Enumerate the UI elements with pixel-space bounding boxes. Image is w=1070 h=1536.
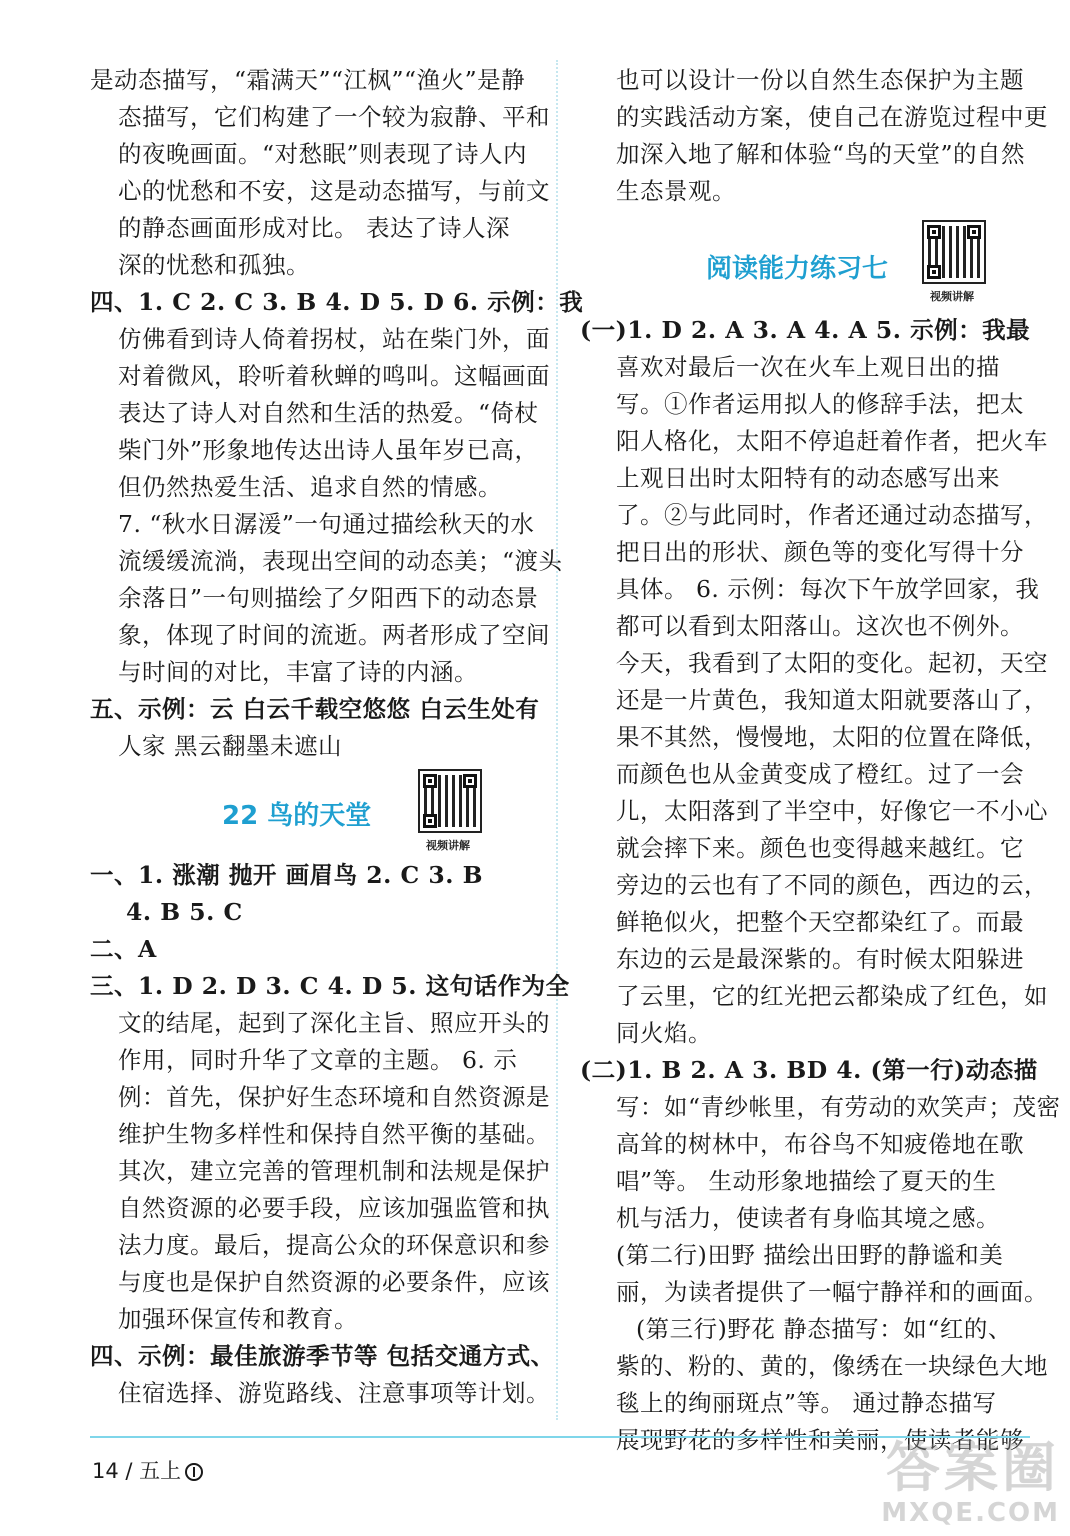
text-line: 展现野花的多样性和美丽，使读者能够 [616, 1426, 1024, 1454]
text-line: 也可以设计一份以自然生态保护为主题 [616, 66, 1024, 94]
edition-icon [185, 1463, 203, 1481]
text-line: 生态景观。 [616, 177, 736, 205]
answer-block-section-4 [90, 284, 584, 506]
text-line: 加强环保宣传和教育。 [118, 1305, 358, 1333]
text-line: 了。②与此同时，作者还通过动态描写， [616, 501, 1048, 529]
text-line: 加深入地了解和体验“鸟的天堂”的自然 [616, 140, 1026, 168]
lesson-title: 22 鸟的天堂 [222, 801, 372, 831]
page-number [92, 1455, 203, 1485]
text-line: 流缓缓流淌，表现出空间的动态美；“渡头 [118, 547, 563, 575]
text-line: 唱”等。 生动形象地描绘了夏天的生 [616, 1167, 997, 1195]
text-line: 维护生物多样性和保持自然平衡的基础。 [118, 1120, 550, 1148]
practice-title: 阅读能力练习七 [706, 254, 889, 284]
text-line: 对着微风，聆听着秋蝉的鸣叫。这幅画面 [118, 362, 550, 390]
text-line: 一、1. 涨潮 抛开 画眉鸟 2. C 3. B [90, 861, 483, 889]
answer-block-prev-poem [90, 62, 550, 284]
answer-block-continued [580, 62, 1048, 210]
text-line: 写：如“青纱帐里，有劳动的欢笑声；茂密 [616, 1093, 1061, 1121]
answer-block-part-1 [580, 312, 1048, 1052]
text-line: 四、1. C 2. C 3. B 4. D 5. D 6. 示例：我 [90, 288, 584, 316]
text-line: 把日出的形状、颜色等的变化写得十分 [616, 538, 1024, 566]
text-line: 7. “秋水日潺湲”一句通过描绘秋天的水 [118, 510, 535, 538]
text-line: 果不其然，慢慢地，太阳的位置在降低， [616, 723, 1048, 751]
text-line: 旁边的云也有了不同的颜色，西边的云， [616, 871, 1048, 899]
text-line: 的夜晚画面。“对愁眠”则表现了诗人内 [118, 140, 528, 168]
left-column [90, 62, 584, 1412]
text-line: 阳人格化，太阳不停追赶着作者，把火车 [616, 427, 1048, 455]
answer-block-second-row [580, 1237, 1048, 1311]
qr-code-icon[interactable] [922, 220, 986, 284]
text-line: 4. B 5. C [126, 898, 243, 926]
text-line: 态描写，它们构建了一个较为寂静、平和 [118, 103, 550, 131]
right-column [580, 62, 1061, 1459]
text-line: 与时间的对比，丰富了诗的内涵。 [118, 658, 478, 686]
text-line: 写。①作者运用拟人的修辞手法，把太 [616, 390, 1024, 418]
text-line: 上观日出时太阳特有的动态感写出来 [616, 464, 1000, 492]
text-line: 紫的、粉的、黄的，像绣在一块绿色大地 [616, 1352, 1048, 1380]
text-line: 二、A [90, 935, 157, 963]
text-line: (第三行)野花 静态描写：如“红的、 [636, 1315, 1012, 1343]
text-line: 同火焰。 [616, 1019, 712, 1047]
text-line: 高耸的树林中，布谷鸟不知疲倦地在歌 [616, 1130, 1024, 1158]
qr-video-label: 视频讲解 [930, 290, 974, 303]
text-line: 柴门外”形象地传达出诗人虽年岁已高， [118, 436, 539, 464]
answer-block-question-7 [90, 506, 563, 691]
text-line: 住宿选择、游览路线、注意事项等计划。 [118, 1379, 550, 1407]
text-line: 丽，为读者提供了一幅宁静祥和的画面。 [616, 1278, 1048, 1306]
text-line: 自然资源的必要手段，应该加强监管和执 [118, 1194, 550, 1222]
text-line: 例：首先，保护好生态环境和自然资源是 [118, 1083, 550, 1111]
text-line: 都可以看到太阳落山。这次也不例外。 [616, 612, 1024, 640]
watermark-title: 答案圈 [886, 1436, 1060, 1499]
text-line: 作用，同时升华了文章的主题。 6. 示 [118, 1046, 518, 1074]
text-line: 机与活力，使读者有身临其境之感。 [616, 1204, 1000, 1232]
text-line: 儿，太阳落到了半空中，好像它一不小心 [616, 797, 1048, 825]
text-line: 毯上的绚丽斑点”等。 通过静态描写 [616, 1389, 997, 1417]
text-line: 而颜色也从金黄变成了橙红。过了一会 [616, 760, 1024, 788]
text-line: 今天，我看到了太阳的变化。起初，天空 [616, 649, 1048, 677]
text-line: 的实践活动方案，使自己在游览过程中更 [616, 103, 1048, 131]
watermark-url: MXQE.COM [881, 1498, 1060, 1528]
text-line: 五、示例：云 白云千载空悠悠 白云生处有 [90, 695, 540, 723]
text-line: 表达了诗人对自然和生活的热爱。“倚杖 [118, 399, 539, 427]
text-line: 文的结尾，起到了深化主旨、照应开头的 [118, 1009, 550, 1037]
text-line: 其次，建立完善的管理机制和法规是保护 [118, 1157, 550, 1185]
text-line: 心的忧愁和不安，这是动态描写，与前文 [118, 177, 550, 205]
qr-video-label: 视频讲解 [426, 839, 470, 852]
text-line: 法力度。最后，提高公众的环保意识和参 [118, 1231, 550, 1259]
reading-practice-heading [580, 210, 1030, 312]
text-line: 鲜艳似火，把整个天空都染红了。而最 [616, 908, 1024, 936]
text-line: 三、1. D 2. D 3. C 4. D 5. 这句话作为全 [90, 972, 570, 1000]
text-line: (一)1. D 2. A 3. A 4. A 5. 示例：我最 [580, 316, 1031, 344]
watermark [881, 1438, 1060, 1528]
text-line: 了云里，它的红光把云都染成了红色，如 [616, 982, 1048, 1010]
text-line: 具体。 6. 示例：每次下午放学回家，我 [616, 575, 1040, 603]
text-line: 是动态描写，“霜满天”“江枫”“渔火”是静 [90, 66, 526, 94]
text-line: 深的忧愁和孤独。 [118, 251, 310, 279]
text-line: 东边的云是最深紫的。有时候太阳躲进 [616, 945, 1024, 973]
lesson-heading-22 [90, 765, 538, 857]
answer-block-lesson-22 [90, 857, 570, 1412]
text-line: 象，体现了时间的流逝。两者形成了空间 [118, 621, 550, 649]
text-line: 四、示例：最佳旅游季节等 包括交通方式、 [90, 1342, 555, 1370]
answer-block-section-5 [90, 691, 538, 765]
text-line: 仿佛看到诗人倚着拐杖，站在柴门外，面 [118, 325, 550, 353]
text-line: 与度也是保护自然资源的必要条件，应该 [118, 1268, 550, 1296]
page-label: 14 / 五上 [92, 1459, 182, 1483]
text-line: 还是一片黄色，我知道太阳就要落山了， [616, 686, 1048, 714]
text-line: 的静态画面形成对比。 表达了诗人深 [118, 214, 510, 242]
text-line: 人家 黑云翻墨未遮山 [118, 732, 342, 760]
text-line: 但仍然热爱生活、追求自然的情感。 [118, 473, 502, 501]
text-line: 余落日”一句则描绘了夕阳西下的动态景 [118, 584, 539, 612]
qr-code-icon[interactable] [418, 769, 482, 833]
column-divider [556, 60, 558, 1420]
answer-block-part-2 [580, 1052, 1061, 1237]
text-line: 就会摔下来。颜色也变得越来越红。它 [616, 834, 1024, 862]
text-line: (第二行)田野 描绘出田野的静谧和美 [616, 1241, 1004, 1269]
text-line: (二)1. B 2. A 3. BD 4. (第一行)动态描 [580, 1056, 1038, 1084]
text-line: 喜欢对最后一次在火车上观日出的描 [616, 353, 1000, 381]
